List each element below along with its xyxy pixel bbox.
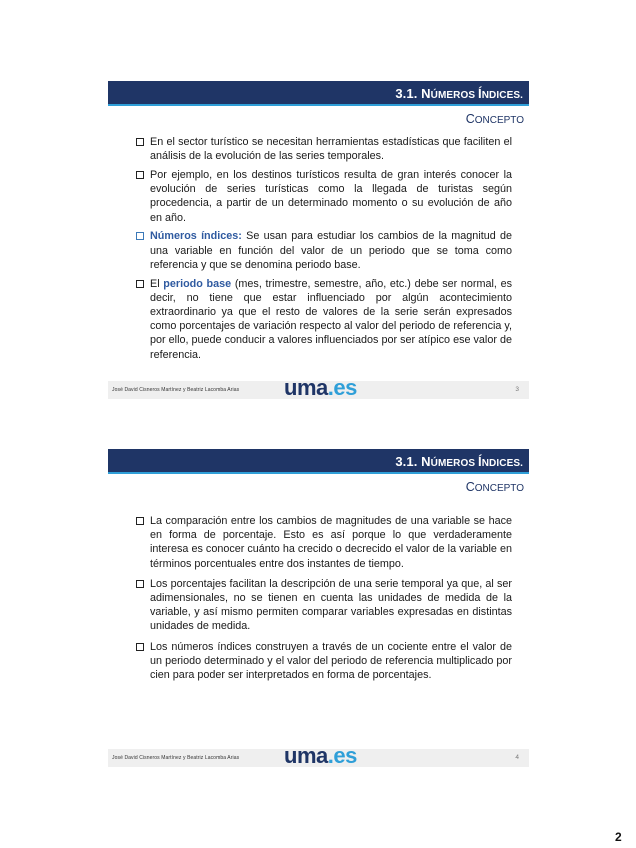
title-part: NDICES. — [481, 458, 523, 469]
bullet-text: Los números índices construyen a través de un cociente entre el valor de un periodo determinado y el valor del periodo de referencia multiplicado por cien para poder ser interpretados en forma de porcentajes. — [150, 640, 512, 682]
list-item — [136, 277, 512, 362]
list-item — [136, 577, 512, 634]
slide-title — [395, 454, 523, 469]
uma-logo — [284, 376, 357, 400]
bullet-text: (mes, trimestre, semestre, año, etc.) debe ser normal, es decir, no tiene que estar influenciado por algún acontecimiento extraordinario ya que el resto de valores de la serie serán expresados como porcentajes de variación respecto al valor del periodo de referencia y, por ello, puede conducir a valores influenciados por ser atípico ese valor de referencia. — [150, 277, 512, 361]
list-item — [136, 229, 512, 272]
list-item — [136, 514, 512, 571]
bullet-text: En el sector turístico se necesitan herramientas estadísticas que faciliten el análisis de la evolución de las series temporales. — [150, 136, 512, 163]
checkbox-bullet-icon — [136, 280, 144, 288]
title-part: Í — [478, 454, 482, 469]
subtitle-part: ONCEPTO — [474, 115, 524, 126]
title-part: Í — [478, 86, 482, 101]
bullet-list — [136, 135, 512, 366]
list-item — [136, 168, 512, 225]
subtitle-part: C — [465, 112, 475, 126]
checkbox-bullet-icon — [136, 138, 144, 146]
title-part: 3.1. N — [395, 86, 431, 101]
bullet-text: Se usan para estudiar los cambios de la magnitud de una variable en función del valor de un periodo que se toma como referencia y que se denomina periodo base. — [150, 230, 512, 271]
checkbox-bullet-icon — [136, 171, 144, 179]
slide-title — [395, 86, 523, 101]
logo-part: uma — [284, 375, 328, 400]
title-part: ÚMEROS — [430, 90, 479, 101]
checkbox-bullet-icon — [136, 643, 144, 651]
title-part: ÚMEROS — [430, 458, 479, 469]
slide-header — [108, 449, 529, 474]
footer-authors: José David Cisneros Martínez y Beatriz Lacomba Arias — [112, 755, 240, 761]
page-number: 2 — [615, 830, 622, 844]
bullet-term: Números índices: — [150, 230, 242, 243]
slide-subtitle — [466, 112, 524, 126]
slide-header — [108, 81, 529, 106]
slide-number: 3 — [515, 386, 519, 393]
checkbox-bullet-icon — [136, 232, 144, 240]
logo-part: .es — [327, 743, 357, 768]
footer-authors: José David Cisneros Martínez y Beatriz Lacomba Arias — [112, 387, 240, 393]
list-item — [136, 135, 512, 163]
list-item — [136, 640, 512, 683]
bullet-text: El — [150, 277, 164, 290]
bullet-text: La comparación entre los cambios de magnitudes de una variable se hace en forma de porcentaje. Esto es así porque lo que verdaderamente interesa es conocer cuánto ha crecido o decrecido el valor de la variable en términos porcentuales entre dos instantes de tiempo. — [150, 515, 512, 570]
slide-footer — [108, 743, 529, 768]
slide-3 — [108, 81, 529, 402]
checkbox-bullet-icon — [136, 580, 144, 588]
title-part: NDICES. — [481, 90, 523, 101]
logo-part: .es — [327, 375, 357, 400]
bullet-term: periodo base — [163, 277, 232, 290]
uma-logo — [284, 744, 357, 768]
slide-footer — [108, 375, 529, 400]
title-part: 3.1. N — [395, 454, 431, 469]
subtitle-part: ONCEPTO — [474, 483, 524, 494]
slide-subtitle — [466, 480, 524, 494]
checkbox-bullet-icon — [136, 517, 144, 525]
slide-4 — [108, 449, 529, 771]
logo-part: uma — [284, 743, 328, 768]
bullet-text: Por ejemplo, en los destinos turísticos resulta de gran interés conocer la evolución de series turísticas como la llegada de turistas según procedencia, a partir de un determinado momento o su evolución de año en año. — [150, 169, 512, 224]
slide-number: 4 — [515, 754, 519, 761]
bullet-list — [136, 514, 512, 688]
subtitle-part: C — [465, 480, 475, 494]
bullet-text: Los porcentajes facilitan la descripción de una serie temporal ya que, al ser adimensionales, no se tienen en cuenta las unidades de medida de la variable, y así mismo permiten comparar variables expresadas en distintas unidades de medida. — [150, 577, 512, 633]
